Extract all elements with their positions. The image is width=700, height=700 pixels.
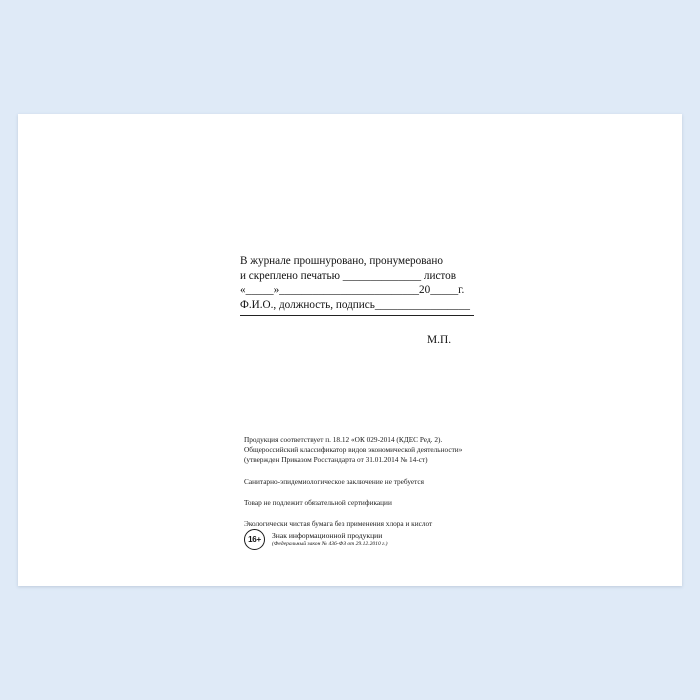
okved-line-1: Продукция соответствует п. 18.12 «ОК 029-2014 (КДЕС Ред. 2).	[244, 435, 443, 444]
legal-spacer-3	[244, 508, 564, 519]
binding-line-3: «_____»_________________________20_____г.	[240, 284, 465, 296]
seal-mark: М.П.	[427, 334, 452, 346]
binding-line-2: и скреплено печатью ______________ листов	[240, 269, 457, 282]
legal-notes-block	[244, 435, 564, 529]
information-mark-row	[244, 529, 388, 550]
signature-rule	[240, 313, 474, 316]
legal-note-3: Экологически чистая бумага без применения хлора и кислот	[244, 518, 433, 528]
legal-note-2: Товар не подлежит обязательной сертификации	[244, 497, 392, 507]
information-mark-text	[272, 531, 388, 548]
binding-certification-block	[240, 254, 540, 316]
binding-line-4: Ф.И.О., должность, подпись_________________	[240, 298, 470, 311]
okved-line-3: (утвержден Приказом Росстандарта от 31.01.2014 № 14-ст)	[244, 455, 428, 465]
legal-note-1: Санитарно-эпидемиологическое заключение не требуется	[244, 476, 425, 486]
information-mark-subtitle: (Федеральный закон № 436-ФЗ от 29.12.2010 г.)	[272, 540, 388, 547]
document-page	[18, 114, 682, 586]
binding-line-1: В журнале прошнуровано, пронумеровано	[240, 255, 443, 267]
okved-line-2: Общероссийский классификатор видов экономической деятельности»	[244, 445, 463, 455]
information-mark-title: Знак информационной продукции	[272, 531, 383, 540]
legal-spacer-2	[244, 487, 564, 498]
legal-spacer-1	[244, 466, 564, 477]
age-rating-icon: 16+	[244, 529, 265, 550]
